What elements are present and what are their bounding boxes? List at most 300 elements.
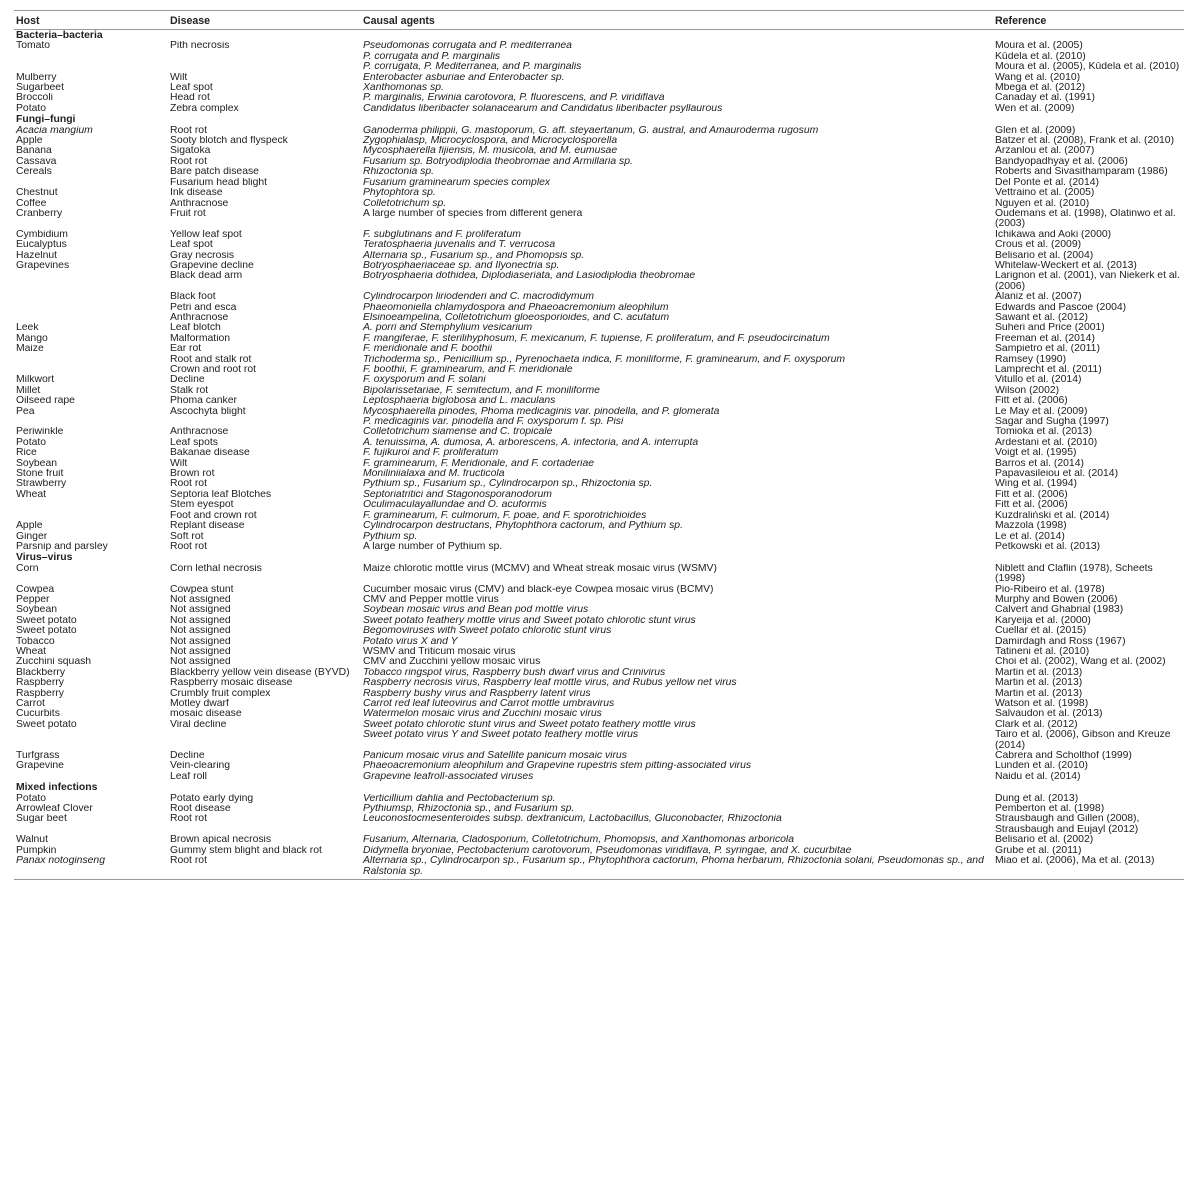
causal-agents-cell: Elsinoeampelina, Colletotrichum gloeosporioides, and C. acutatum	[363, 312, 670, 323]
causal-agents-cell: Colletotrichum siamense and C. tropicale	[363, 427, 553, 438]
host-cell: Chestnut	[16, 188, 58, 199]
table-row	[14, 511, 1184, 521]
disease-cell: Zebra complex	[170, 103, 239, 114]
host-cell	[14, 271, 168, 292]
section-row	[14, 552, 1184, 563]
table-row	[14, 178, 1184, 188]
reference-cell: Miao et al. (2006), Ma et al. (2013)	[993, 856, 1184, 879]
causal-agents-cell: F. graminearum, F. culmorum, F. poae, and F. sporotrichioides	[363, 510, 647, 521]
causal-agents-cell: Soybean mosaic virus and Bean pod mottle virus	[363, 605, 589, 616]
reference-cell: Watson et al. (1998)	[995, 699, 1089, 709]
host-cell: Sugar beet	[16, 814, 67, 825]
table-row	[14, 271, 1184, 292]
reference-cell: Vettraino et al. (2005)	[995, 188, 1095, 199]
causal-agents-cell: Alternaria sp., Cylindrocarpon sp., Fusarium sp., Phytophthora cactorum, Phoma herbarum, Rhizoctonia solani, Pseudomonas sp., and Ralstonia sp.	[361, 856, 993, 879]
host-cell: Panax notoginseng	[14, 856, 168, 879]
causal-agents-cell: Oculimaculayallundae and O. acuformis	[363, 500, 547, 511]
disease-cell: Ink disease	[170, 188, 223, 199]
disease-cell: Not assigned	[170, 615, 231, 626]
host-cell: Grapevines	[16, 260, 70, 271]
table-row	[14, 344, 1184, 354]
disease-cell: mosaic disease	[170, 709, 242, 720]
host-cell	[14, 52, 168, 62]
reference-cell: Fitt et al. (2006)	[995, 500, 1068, 511]
host-cell	[14, 730, 168, 751]
table-row	[14, 355, 1184, 365]
table-row	[14, 251, 1184, 261]
causal-agents-cell: Sweet potato feathery mottle virus and Sweet potato chlorotic stunt virus	[363, 615, 696, 626]
disease-cell: Decline	[170, 375, 205, 386]
host-cell: Tobacco	[16, 636, 55, 647]
causal-agents-cell: Septoriatritici and Stagonosporanodorum	[363, 489, 552, 500]
table-row	[14, 595, 1184, 605]
disease-cell: Fusarium head blight	[170, 177, 268, 188]
host-cell	[14, 355, 168, 365]
table-row	[14, 856, 1184, 879]
host-cell: Coffee	[16, 198, 47, 209]
disease-cell	[168, 62, 361, 72]
table-row	[14, 469, 1184, 479]
header-reference: Reference	[993, 11, 1184, 30]
host-cell: Cassava	[16, 156, 57, 167]
causal-agents-cell: Didymella bryoniae, Pectobacterium carotovorum, Pseudomonas viridiflava, P. syringae, and X. cucurbitae	[363, 845, 852, 856]
reference-cell: Choi et al. (2002), Wang et al. (2002)	[995, 657, 1166, 668]
causal-agents-cell: Sweet potato virus Y and Sweet potato feathery mottle virus	[363, 730, 639, 741]
host-cell: Soybean	[16, 605, 58, 616]
disease-cell: Root disease	[170, 804, 231, 815]
section-row	[14, 782, 1184, 793]
disease-cell	[168, 417, 361, 427]
causal-agents-cell: Grapevine leafroll-associated viruses	[363, 771, 534, 782]
reference-cell: Damirdagh and Ross (1967)	[995, 636, 1126, 647]
causal-agents-cell: Panicum mosaic virus and Satellite panicum mosaic virus	[363, 751, 627, 762]
disease-cell: Black dead arm	[170, 271, 243, 282]
table-row	[14, 720, 1184, 730]
host-cell: Raspberry	[16, 678, 64, 689]
host-cell: Cereals	[16, 167, 52, 178]
disease-cell: Leaf spots	[170, 437, 218, 448]
causal-agents-cell: A large number of species from different genera	[363, 208, 583, 219]
disease-cell: Petri and esca	[170, 302, 237, 313]
reference-cell: Fitt et al. (2006)	[995, 489, 1068, 500]
host-cell: Potato	[16, 103, 47, 114]
reference-cell: Voigt et al. (1995)	[995, 448, 1077, 459]
disease-cell: Root rot	[170, 814, 207, 825]
disease-cell: Wilt	[170, 458, 188, 469]
table-row	[14, 52, 1184, 62]
causal-agents-cell: Phaeoacremonium aleophilum and Grapevine rupestris stem pitting-associated virus	[363, 761, 752, 772]
host-cell: Cranberry	[16, 208, 63, 219]
causal-agents-cell: A large number of Pythium sp.	[363, 541, 503, 552]
reference-cell: Cuellar et al. (2015)	[995, 626, 1087, 637]
disease-cell: Blackberry yellow vein disease (BYVD)	[170, 667, 350, 678]
host-cell	[14, 62, 168, 72]
disease-cell: Stem eyespot	[170, 500, 234, 511]
host-cell: Wheat	[16, 489, 47, 500]
disease-cell: Not assigned	[170, 626, 231, 637]
host-cell: Rice	[16, 448, 37, 459]
reference-cell: Calvert and Ghabrial (1983)	[995, 605, 1124, 616]
host-cell: Turfgrass	[16, 751, 60, 762]
table-row	[14, 532, 1184, 542]
causal-agents-cell: Fusarium sp. Botryodiplodia theobromae and Armillaria sp.	[363, 156, 633, 167]
disease-cell: Grapevine decline	[170, 260, 254, 271]
host-cell	[14, 417, 168, 427]
disease-cell: Leaf spot	[170, 240, 213, 251]
disease-cell: Leaf blotch	[170, 323, 221, 334]
host-cell: Tomato	[16, 41, 51, 52]
causal-agents-cell: Enterobacter asburiae and Enterobacter sp.	[363, 72, 565, 83]
reference-cell: Freeman et al. (2014)	[995, 333, 1095, 344]
disease-cell: Stalk rot	[170, 385, 209, 396]
disease-cell: Leaf roll	[170, 771, 207, 782]
reference-cell: Wang et al. (2010)	[995, 72, 1081, 83]
causal-agents-cell: F. oxysporum and F. solani	[363, 375, 486, 386]
disease-cell: Not assigned	[170, 594, 231, 605]
section-title: Bacteria–bacteria	[16, 30, 103, 41]
reference-cell: Oudemans et al. (1998), Olatinwo et al. (2003)	[995, 208, 1176, 230]
reference-cell: Belisario et al. (2004)	[995, 250, 1094, 261]
reference-cell: Sawant et al. (2012)	[995, 312, 1088, 323]
reference-cell: Kůdela et al. (2010)	[995, 51, 1086, 62]
causal-agents-cell: Sweet potato chlorotic stunt virus and Sweet potato feathery mottle virus	[363, 719, 696, 730]
table-row	[14, 240, 1184, 250]
table-row	[14, 167, 1184, 177]
host-cell: Broccoli	[16, 93, 53, 104]
table-row	[14, 846, 1184, 856]
host-cell	[14, 313, 168, 323]
reference-cell: Batzer et al. (2008), Frank et al. (2010)	[995, 136, 1175, 147]
disease-cell: Not assigned	[170, 657, 231, 668]
table-row	[14, 564, 1184, 585]
table-row	[14, 814, 1184, 835]
disease-cell	[168, 52, 361, 62]
host-cell: Cucurbits	[16, 709, 60, 720]
disease-cell: Ascochyta blight	[170, 406, 246, 417]
reference-cell: Karyeija et al. (2000)	[995, 615, 1091, 626]
causal-agents-cell: Rhizoctonia sp.	[363, 167, 435, 178]
reference-cell: Suheri and Price (2001)	[995, 323, 1105, 334]
reference-cell: Belisario et al. (2002)	[995, 835, 1094, 846]
host-cell: Sugarbeet	[16, 83, 64, 94]
causal-agents-cell: F. boothii, F. graminearum, and F. meridionale	[363, 365, 573, 375]
disease-cell: Not assigned	[170, 605, 231, 616]
causal-agents-cell: Mycosphaerella pinodes, Phoma medicaginis var. pinodella, and P. glomerata	[363, 406, 720, 417]
table-row	[14, 323, 1184, 333]
host-cell: Banana	[16, 146, 52, 157]
host-cell: Pea	[16, 406, 35, 417]
host-cell: Millet	[16, 385, 41, 396]
table-row	[14, 126, 1184, 136]
causal-agents-cell: Phaeomoniella chlamydospora and Phaeoacremonium aleophilum	[363, 302, 669, 313]
table-row	[14, 585, 1184, 595]
causal-agents-cell: Watermelon mosaic virus and Zucchini mosaic virus	[363, 709, 602, 720]
causal-agents-cell: Potato virus X and Y	[363, 636, 458, 647]
host-cell	[14, 511, 168, 521]
table-row	[14, 490, 1184, 500]
host-cell: Mango	[16, 333, 48, 344]
table-row	[14, 709, 1184, 719]
header-disease: Disease	[168, 11, 361, 30]
reference-cell: Tairo et al. (2006), Gibson and Kreuze (2014)	[995, 730, 1171, 751]
host-cell	[14, 500, 168, 510]
causal-agents-cell: Verticillium dahlia and Pectobacterium sp.	[363, 793, 556, 804]
table-row	[14, 334, 1184, 344]
disease-cell: Decline	[170, 751, 205, 762]
causal-agents-cell: Bipolarissetariae, F. semitectum, and F. moniliforme	[363, 385, 600, 396]
disease-cell: Sooty blotch and flyspeck	[170, 136, 288, 147]
table-row	[14, 761, 1184, 771]
table-row	[14, 751, 1184, 761]
causal-agents-cell: Teratosphaeria juvenalis and T. verrucosa	[363, 240, 556, 251]
table-row	[14, 199, 1184, 209]
host-cell: Mulberry	[16, 72, 57, 83]
table-row	[14, 93, 1184, 103]
reference-cell: Barros et al. (2014)	[995, 458, 1084, 469]
reference-cell: Dung et al. (2013)	[995, 793, 1079, 804]
causal-agents-cell: Pseudomonas corrugata and P. mediterranea	[363, 41, 572, 52]
table-row	[14, 730, 1184, 751]
table-row	[14, 616, 1184, 626]
causal-agents-cell: CMV and Pepper mottle virus	[363, 594, 499, 605]
reference-cell: Martin et al. (2013)	[995, 678, 1083, 689]
disease-cell: Anthracnose	[170, 312, 229, 323]
reference-cell: Wen et al. (2009)	[995, 103, 1075, 114]
table-row	[14, 209, 1184, 230]
table-row	[14, 375, 1184, 385]
reference-cell: Sampietro et al. (2011)	[995, 344, 1100, 355]
table-row	[14, 417, 1184, 427]
causal-agents-cell: F. subglutinans and F. proliferatum	[363, 229, 521, 240]
host-cell: Parsnip and parsley	[16, 541, 108, 552]
causal-agents-cell: Tobacco ringspot virus, Raspberry bush dwarf virus and Crinivirus	[363, 667, 666, 678]
host-cell: Apple	[16, 136, 43, 147]
host-cell: Cowpea	[16, 584, 55, 595]
table-row	[14, 772, 1184, 782]
reference-cell: Pio-Ribeiro et al. (1978)	[995, 584, 1105, 595]
table-row	[14, 605, 1184, 615]
table-row	[14, 292, 1184, 302]
causal-agents-cell: Pythium sp.	[363, 531, 418, 542]
disease-cell: Motley dwarf	[170, 699, 229, 709]
host-cell	[14, 303, 168, 313]
host-cell: Periwinkle	[16, 427, 64, 438]
disease-cell: Soft rot	[170, 531, 204, 542]
host-cell: Zucchini squash	[16, 657, 92, 668]
reference-cell: Tomioka et al. (2013)	[995, 427, 1093, 438]
disease-cell: Not assigned	[170, 646, 231, 657]
reference-cell: Glen et al. (2009)	[995, 125, 1076, 136]
table-row	[14, 427, 1184, 437]
host-cell: Eucalyptus	[16, 240, 67, 251]
host-cell: Sweet potato	[16, 615, 77, 626]
causal-agents-cell: Begomoviruses with Sweet potato chlorotic stunt virus	[363, 626, 612, 637]
host-cell: Sweet potato	[16, 719, 77, 730]
host-cell: Pumpkin	[16, 845, 57, 856]
causal-agents-cell: Cucumber mosaic virus (CMV) and black-eye Cowpea mosaic virus (BCMV)	[363, 584, 714, 595]
disease-cell: Anthracnose	[170, 427, 229, 438]
disease-cell: Anthracnose	[170, 198, 229, 209]
table-row	[14, 313, 1184, 323]
table-row	[14, 62, 1184, 72]
reference-cell: Sagar and Sugha (1997)	[995, 417, 1109, 428]
causal-agents-cell: CMV and Zucchini yellow mosaic virus	[363, 657, 541, 668]
causal-agents-cell: F. fujikuroi and F. proliferatum	[363, 448, 499, 459]
causal-agents-cell: Botryosphaeriaceae sp. and Ilyonectria sp.	[363, 260, 560, 271]
causal-agents-cell: Mycosphaerella fijiensis, M. musicola, and M. eumusae	[363, 146, 618, 157]
causal-agents-cell: P. corrugata and P. marginalis	[363, 51, 501, 62]
causal-agents-cell: Phytophtora sp.	[363, 188, 436, 199]
reference-cell: Nguyen et al. (2010)	[995, 198, 1090, 209]
reference-cell: Niblett and Claflin (1978), Scheets (1998)	[995, 563, 1153, 585]
causal-agents-cell: Leuconostocmesenteroides subsp. dextranicum, Lactobacillus, Gluconobacter, Rhizoctonia	[363, 814, 782, 825]
reference-cell: Canaday et al. (1991)	[995, 93, 1095, 104]
section-title: Mixed infections	[16, 782, 98, 794]
causal-agents-cell: Candidatus liberibacter solanacearum and Candidatus liberibacter psyllaurous	[363, 103, 723, 114]
disease-cell: Phoma canker	[170, 396, 237, 407]
causal-agents-cell: Leptosphaeria biglobosa and L. maculans	[363, 396, 556, 407]
disease-cell: Gray necrosis	[170, 250, 235, 261]
causal-agents-cell: WSMV and Triticum mosaic virus	[363, 646, 516, 657]
host-cell: Soybean	[16, 458, 58, 469]
disease-cell: Potato early dying	[170, 793, 254, 804]
host-cell: Sweet potato	[16, 626, 77, 637]
table-row	[14, 647, 1184, 657]
causal-agents-cell: P. medicaginis var. pinodella and F. oxysporum f. sp. Pisi	[363, 417, 624, 428]
causal-agents-cell: A. porri and Stemphylium vesicarium	[363, 323, 533, 334]
reference-cell: Alaniz et al. (2007)	[995, 292, 1082, 303]
table-row	[14, 835, 1184, 845]
causal-agents-cell: Fusarium graminearum species complex	[363, 177, 551, 188]
host-cell: Potato	[16, 437, 47, 448]
reference-cell: Grube et al. (2011)	[995, 845, 1082, 856]
host-cell: Milkwort	[16, 375, 55, 386]
table-row	[14, 230, 1184, 240]
section-row	[14, 114, 1184, 125]
host-cell: Maize	[16, 344, 44, 355]
causal-agents-cell: Maize chlorotic mottle virus (MCMV) and Wheat streak mosaic virus (WSMV)	[363, 563, 717, 574]
table-row	[14, 438, 1184, 448]
host-cell: Raspberry	[16, 688, 64, 699]
disease-table	[14, 10, 1184, 880]
disease-cell: Bare patch disease	[170, 167, 259, 178]
host-cell: Grapevine	[16, 761, 64, 772]
causal-agents-cell: Zygophialasp, Microcyclospora, and Microcyclosporella	[363, 136, 618, 147]
host-cell: Strawberry	[16, 479, 67, 490]
host-cell: Carrot	[16, 699, 45, 709]
disease-cell: Fruit rot	[170, 208, 206, 219]
reference-cell: Papavasileiou et al. (2014)	[995, 469, 1119, 480]
reference-cell: Mbega et al. (2012)	[995, 83, 1086, 94]
reference-cell: Kuzdraliński et al. (2014)	[995, 510, 1110, 521]
host-cell: Corn	[16, 563, 39, 574]
reference-cell: Bandyopadhyay et al. (2006)	[995, 156, 1128, 167]
reference-cell: Le May et al. (2009)	[995, 406, 1088, 417]
host-cell: Potato	[16, 793, 47, 804]
causal-agents-cell: Ganoderma philippii, G. mastoporum, G. aff. steyaertanum, G. austral, and Amauroderma rugosum	[363, 125, 819, 136]
table-row	[14, 626, 1184, 636]
reference-cell: Vitullo et al. (2014)	[995, 375, 1082, 386]
disease-cell: Cowpea stunt	[170, 584, 234, 595]
reference-cell: Cabrera and Scholthof (1999)	[995, 751, 1132, 762]
disease-cell: Crumbly fruit complex	[170, 688, 271, 699]
table-row	[14, 104, 1184, 114]
reference-cell: Pemberton et al. (1998)	[995, 804, 1105, 815]
disease-cell: Not assigned	[170, 636, 231, 647]
table-row	[14, 699, 1184, 709]
reference-cell: Lunden et al. (2010)	[995, 761, 1089, 772]
table-row	[14, 303, 1184, 313]
disease-cell: Gummy stem blight and black rot	[170, 845, 322, 856]
table-row	[14, 407, 1184, 417]
table-body	[14, 30, 1184, 880]
causal-agents-cell: Fusarium, Alternaria, Cladosporium, Colletotrichum, Phomopsis, and Xanthomonas arboricola	[363, 835, 795, 846]
host-cell: Walnut	[16, 835, 48, 846]
table-row	[14, 136, 1184, 146]
table-row	[14, 479, 1184, 489]
section-title: Fungi–fungi	[16, 114, 76, 126]
reference-cell: Wilson (2002)	[995, 385, 1060, 396]
reference-cell: Tatineni et al. (2010)	[995, 646, 1090, 657]
disease-cell: Head rot	[170, 93, 210, 104]
reference-cell: Petkowski et al. (2013)	[995, 541, 1101, 552]
disease-cell: Brown apical necrosis	[170, 835, 272, 846]
reference-cell: Whitelaw-Weckert et al. (2013)	[995, 260, 1137, 271]
disease-cell: Corn lethal necrosis	[170, 563, 262, 574]
causal-agents-cell: Alternaria sp., Fusarium sp., and Phomopsis sp.	[363, 250, 585, 261]
host-cell: Cymbidium	[16, 229, 68, 240]
reference-cell: Edwards and Pascoe (2004)	[995, 302, 1127, 313]
table-row	[14, 188, 1184, 198]
disease-cell: Viral decline	[170, 719, 227, 730]
table-row	[14, 678, 1184, 688]
header-host: Host	[14, 11, 168, 30]
host-cell: Wheat	[16, 646, 47, 657]
disease-cell: Malformation	[170, 333, 231, 344]
table-row	[14, 657, 1184, 667]
host-cell: Oilseed rape	[16, 396, 75, 407]
table-row	[14, 459, 1184, 469]
table-row	[14, 73, 1184, 83]
reference-cell: Clark et al. (2012)	[995, 719, 1078, 730]
causal-agents-cell: Botryosphaeria dothidea, Diplodiaseriata, and Lasiodiplodia theobromae	[363, 271, 696, 282]
section-row	[14, 30, 1184, 42]
table-row	[14, 396, 1184, 406]
disease-cell: Sigatoka	[170, 146, 211, 157]
disease-cell: Septoria leaf Blotches	[170, 489, 272, 500]
table-row	[14, 668, 1184, 678]
host-cell: Stone fruit	[16, 469, 64, 480]
causal-agents-cell: P. corrugata, P. Mediterranea, and P. marginalis	[363, 62, 582, 73]
host-cell: Leek	[16, 323, 39, 334]
reference-cell: Strausbaugh and Gillen (2008), Strausbaugh and Eujayl (2012)	[995, 814, 1140, 835]
host-cell	[14, 772, 168, 782]
reference-cell: Ramsey (1990)	[995, 354, 1067, 365]
reference-cell: Crous et al. (2009)	[995, 240, 1082, 251]
causal-agents-cell: Carrot red leaf luteovirus and Carrot mottle umbravirus	[363, 699, 615, 709]
disease-cell: Brown rot	[170, 469, 215, 480]
reference-cell: Moura et al. (2005)	[995, 41, 1083, 52]
host-cell: Apple	[16, 521, 43, 532]
reference-cell: Arzanlou et al. (2007)	[995, 146, 1095, 157]
reference-cell: Fitt et al. (2006)	[995, 396, 1068, 407]
disease-cell: Yellow leaf spot	[170, 229, 242, 240]
disease-cell: Root rot	[170, 479, 207, 490]
causal-agents-cell: Pythiumsp, Rhizoctonia sp., and Fusarium sp.	[363, 804, 575, 815]
disease-cell: Root rot	[170, 156, 207, 167]
disease-cell: Pith necrosis	[170, 41, 230, 52]
disease-cell: Root and stalk rot	[170, 354, 252, 365]
